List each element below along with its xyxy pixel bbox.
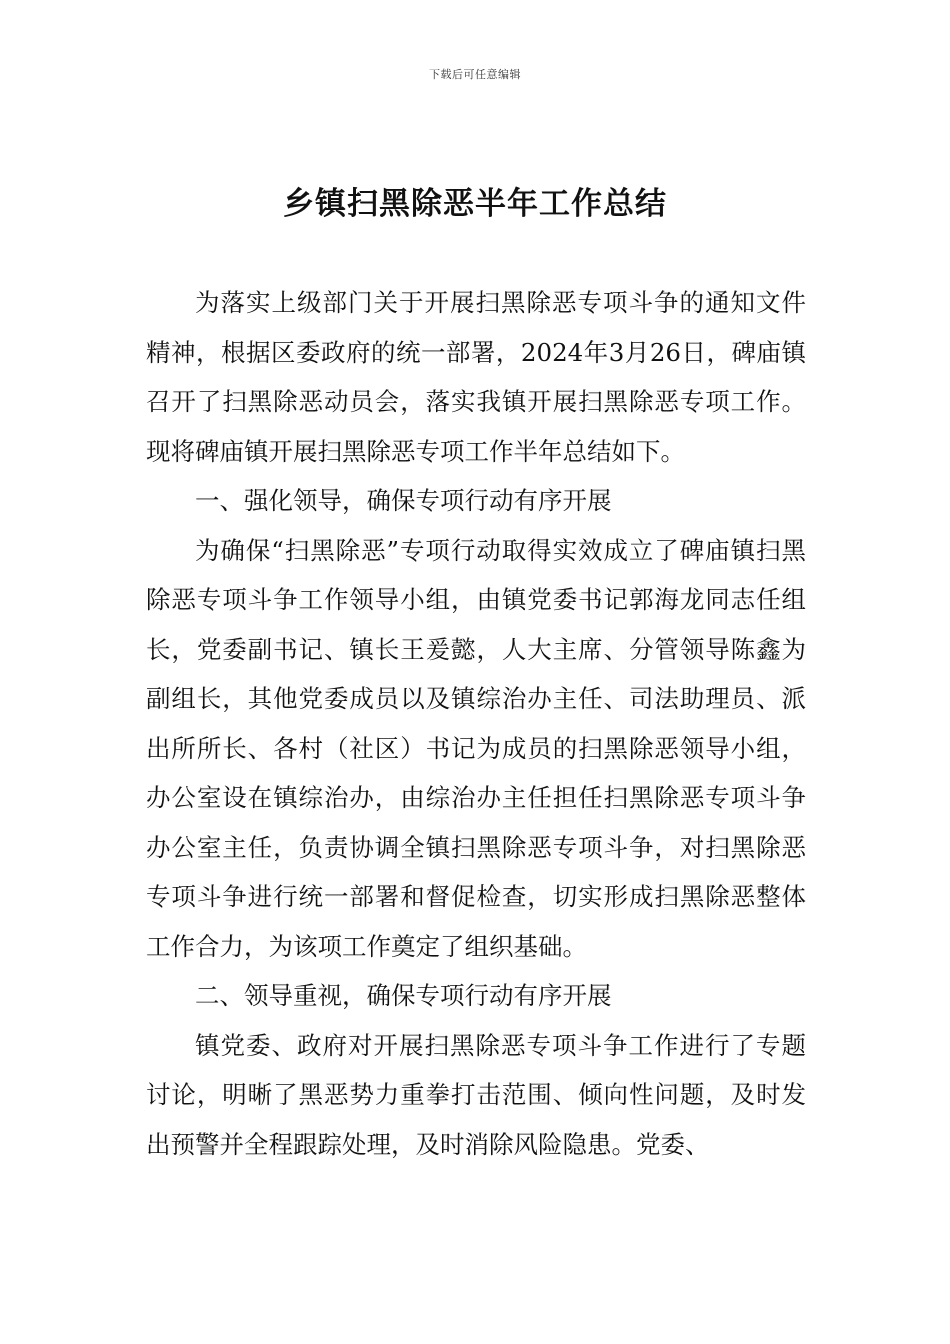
paragraph-intro: 为落实上级部门关于开展扫黑除恶专项斗争的通知文件精神，根据区委政府的统一部署，2024年3月26日，碑庙镇召开了扫黑除恶动员会，落实我镇开展扫黑除恶专项工作。现将碑庙镇开展扫黑除恶专项工作半年总结如下。 <box>146 288 806 466</box>
document-title: 乡镇扫黑除恶半年工作总结 <box>283 186 667 222</box>
section-heading-1: 一、强化领导，确保专项行动有序开展 <box>195 486 612 515</box>
section-heading-2: 二、领导重视，确保专项行动有序开展 <box>195 981 612 1010</box>
header-note: 下载后可任意编辑 <box>429 68 521 81</box>
document-body <box>146 278 806 1169</box>
paragraph-section-1: 为确保“扫黑除恶”专项行动取得实效成立了碑庙镇扫黑除恶专项斗争工作领导小组，由镇党委书记郭海龙同志任组长，党委副书记、镇长王爰懿，人大主席、分管领导陈鑫为副组长，其他党委成员以及镇综治办主任、司法助理员、派出所所长、各村（社区）书记为成员的扫黑除恶领导小组，办公室设在镇综治办，由综治办主任担任扫黑除恶专项斗争办公室主任，负责协调全镇扫黑除恶专项斗争，对扫黑除恶专项斗争进行统一部署和督促检查，切实形成扫黑除恶整体工作合力，为该项工作奠定了组织基础。 <box>146 535 806 961</box>
paragraph-section-2: 镇党委、政府对开展扫黑除恶专项斗争工作进行了专题讨论，明晰了黑恶势力重拳打击范围、倾向性问题，及时发出预警并全程跟踪处理，及时消除风险隐患。党委、 <box>146 1030 806 1159</box>
